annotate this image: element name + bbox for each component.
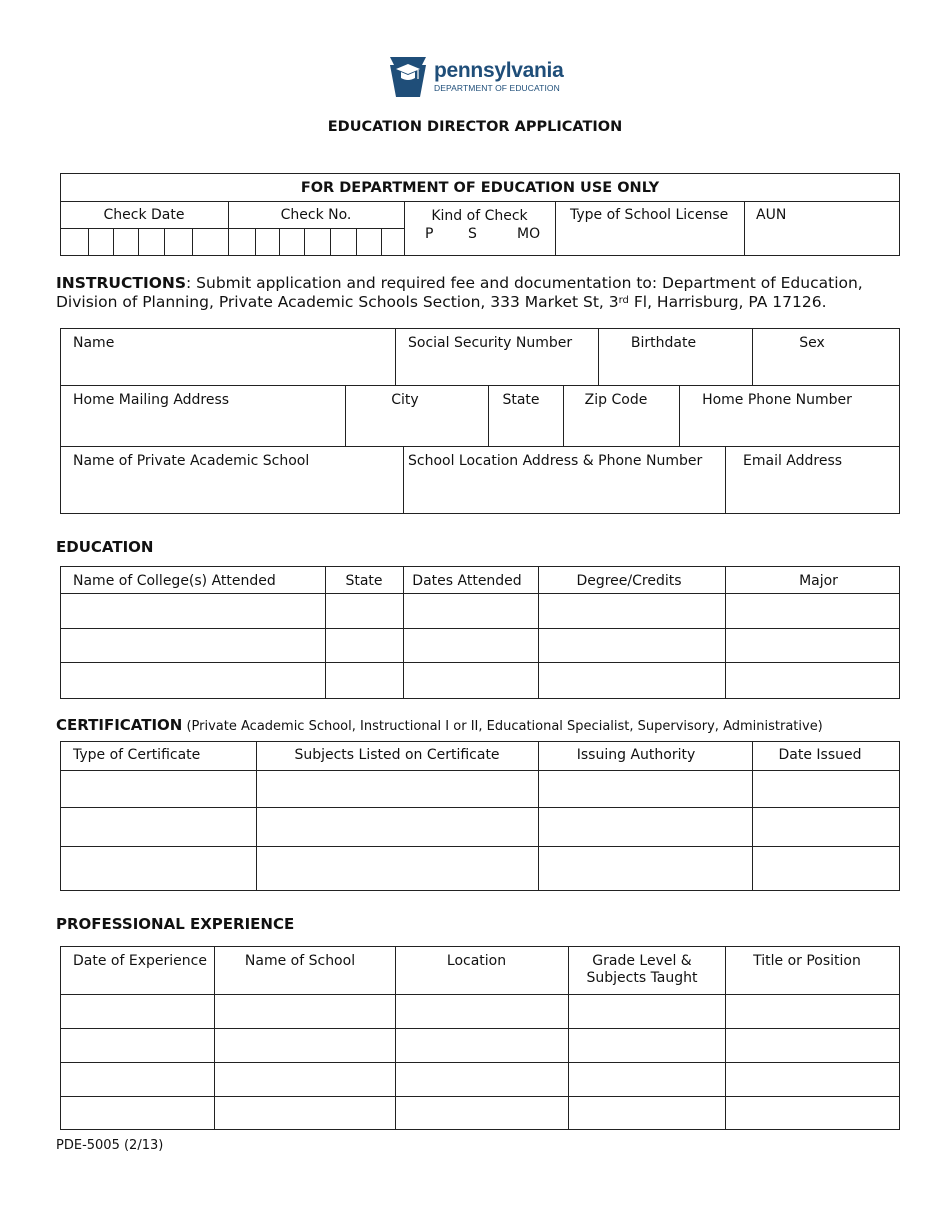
cert-col-type: Type of Certificate xyxy=(73,747,201,763)
exp-col-grade: Grade Level & xyxy=(592,953,692,969)
instructions xyxy=(56,274,916,312)
certification-heading xyxy=(56,716,823,734)
pde-logo xyxy=(386,55,566,99)
keystone-cap-icon xyxy=(386,55,430,99)
school-name-field[interactable]: Name of Private Academic School xyxy=(73,453,310,469)
experience-heading: PROFESSIONAL EXPERIENCE xyxy=(56,915,295,933)
ssn-field[interactable]: Social Security Number xyxy=(408,335,573,351)
address-field[interactable]: Home Mailing Address xyxy=(73,392,230,408)
check-date-label: Check Date xyxy=(103,207,185,223)
edu-col-dates: Dates Attended xyxy=(412,573,522,589)
office-use-header: FOR DEPARTMENT OF EDUCATION USE ONLY xyxy=(300,180,660,196)
exp-col-school: Name of School xyxy=(244,953,356,969)
kind-of-check-label: Kind of Check xyxy=(431,208,528,224)
certification-subtitle: (Private Academic School, Instructional I or II, Educational Specialist, Supervisory, Administrative) xyxy=(182,719,823,734)
state-field[interactable]: State xyxy=(502,392,540,408)
exp-col-location: Location xyxy=(446,953,507,969)
exp-col-subjects: Subjects Taught xyxy=(586,970,698,986)
instructions-label: INSTRUCTIONS xyxy=(56,274,187,292)
exp-col-title: Title or Position xyxy=(753,953,861,969)
sex-field[interactable]: Sex xyxy=(799,335,825,351)
instructions-text-end: Fl, Harrisburg, PA 17126. xyxy=(628,293,827,311)
birthdate-field[interactable]: Birthdate xyxy=(630,335,697,351)
phone-field[interactable]: Home Phone Number xyxy=(702,392,852,408)
certification-table xyxy=(60,741,900,891)
certification-title: CERTIFICATION xyxy=(56,716,183,734)
cert-col-subjects: Subjects Listed on Certificate xyxy=(294,747,500,763)
edu-col-state: State xyxy=(345,573,383,589)
personal-info-table xyxy=(60,328,900,514)
zip-field[interactable]: Zip Code xyxy=(584,392,648,408)
license-label: Type of School License xyxy=(570,207,729,223)
logo-subtitle: DEPARTMENT OF EDUCATION xyxy=(434,83,560,93)
aun-label: AUN xyxy=(756,207,787,223)
form-number: PDE-5005 (2/13) xyxy=(56,1138,164,1153)
email-field[interactable]: Email Address xyxy=(743,453,843,469)
cert-col-authority: Issuing Authority xyxy=(576,747,696,763)
city-field[interactable]: City xyxy=(391,392,419,408)
edu-col-major: Major xyxy=(799,573,838,589)
school-location-field[interactable]: School Location Address & Phone Number xyxy=(408,453,703,469)
page-title: EDUCATION DIRECTOR APPLICATION xyxy=(327,119,623,135)
instructions-sup: rd xyxy=(618,295,629,306)
kind-option-p[interactable]: P xyxy=(425,226,434,242)
exp-col-date: Date of Experience xyxy=(73,953,207,969)
edu-col-degree: Degree/Credits xyxy=(576,573,682,589)
kind-option-s[interactable]: S xyxy=(468,226,477,242)
cert-col-date: Date Issued xyxy=(778,747,862,763)
education-heading: EDUCATION xyxy=(56,538,154,556)
kind-option-mo[interactable]: MO xyxy=(517,226,541,242)
instructions-text: : Submit application and required fee and documentation to: Department of Education, Division of Planning, Private Academic Schools Section, 333 Market St, 3 xyxy=(56,274,863,311)
experience-table xyxy=(60,946,900,1130)
check-no-label: Check No. xyxy=(280,207,352,223)
name-field[interactable]: Name xyxy=(73,335,115,351)
logo-wordmark: pennsylvania xyxy=(434,59,564,82)
edu-col-college: Name of College(s) Attended xyxy=(73,573,276,589)
